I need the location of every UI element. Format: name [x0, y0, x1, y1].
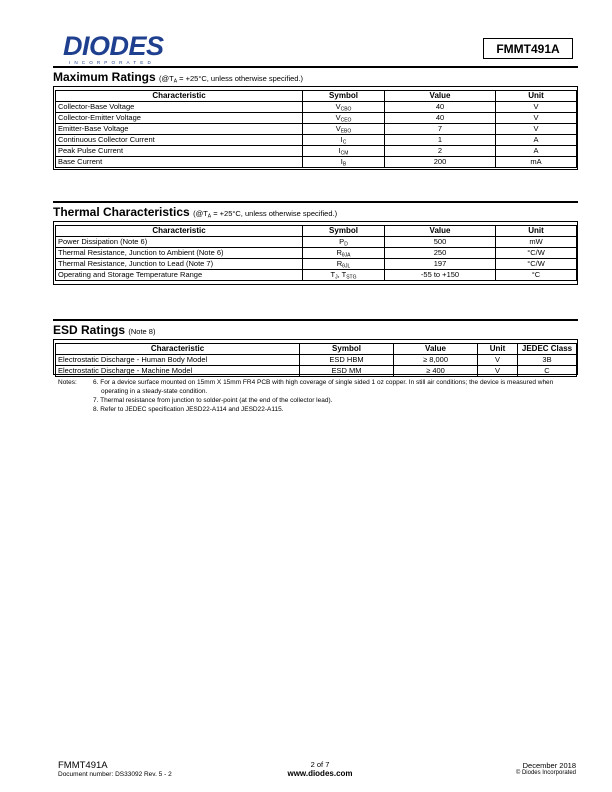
col-header: Unit: [496, 91, 577, 102]
symbol-cell: $T_J$, $T_{STG}$: [303, 270, 385, 281]
characteristic-cell: Base Current: [56, 157, 303, 168]
symbol-cell: $P_D$: [303, 237, 385, 248]
jedec-class-cell: 3B: [518, 355, 577, 366]
symbol-cell: $V_{EBO}$: [303, 124, 385, 135]
table-header-row: [56, 91, 577, 102]
symbol-cell: $V_{CEO}$: [303, 113, 385, 124]
value-cell: 1: [385, 135, 496, 146]
section-rule: [53, 201, 578, 203]
footer-document-number: Document number: DS33092 Rev. 5 - 2: [58, 771, 172, 778]
value-cell: 2: [385, 146, 496, 157]
table-row: [56, 248, 577, 259]
characteristic-cell: Emitter-Base Voltage: [56, 124, 303, 135]
table-header-row: [56, 226, 577, 237]
col-header: Characteristic: [56, 226, 303, 237]
characteristic-cell: Peak Pulse Current: [56, 146, 303, 157]
unit-cell: V: [478, 366, 518, 377]
section-rule: [53, 319, 578, 321]
value-cell: 7: [385, 124, 496, 135]
symbol-cell: ESD MM: [300, 366, 394, 377]
unit-cell: A: [496, 146, 577, 157]
footer-copyright: © Diodes Incorporated: [515, 770, 576, 776]
symbol-cell: $I_{CM}$: [303, 146, 385, 157]
characteristic-cell: Thermal Resistance, Junction to Lead (Note 7): [56, 259, 303, 270]
col-header: JEDEC Class: [518, 344, 577, 355]
unit-cell: V: [496, 113, 577, 124]
unit-cell: A: [496, 135, 577, 146]
max-ratings-title: Maximum Ratings ($@T_A = +25^\circ C$, unless otherwise specified.): [53, 70, 304, 85]
max-ratings-table: [55, 90, 577, 168]
footer-date: December 2018: [522, 761, 576, 770]
unit-cell: V: [496, 124, 577, 135]
thermal-title: Thermal Characteristics ($@T_A = +25^\circ C$, unless otherwise specified.): [53, 205, 338, 220]
col-header: Symbol: [300, 344, 394, 355]
symbol-cell: $V_{CBO}$: [303, 102, 385, 113]
table-row: [56, 135, 577, 146]
logo-wordmark: DIODES: [63, 31, 164, 61]
notes-list: [93, 378, 578, 414]
table-header-row: [56, 344, 577, 355]
value-cell: -55 to +150: [385, 270, 496, 281]
unit-cell: mW: [496, 237, 577, 248]
col-header: Unit: [496, 226, 577, 237]
col-header: Unit: [478, 344, 518, 355]
section-rule: [53, 66, 578, 68]
value-cell: 500: [385, 237, 496, 248]
unit-cell: mA: [496, 157, 577, 168]
unit-cell: °C/W: [496, 259, 577, 270]
characteristic-cell: Electrostatic Discharge - Human Body Model: [56, 355, 300, 366]
col-header: Value: [385, 91, 496, 102]
value-cell: 40: [385, 113, 496, 124]
esd-table: [55, 343, 577, 377]
note-item: 6. For a device surface mounted on 15mm X 15mm FR4 PCB with high coverage of single sided 1 oz copper. In still air conditions; the device is measured when operating in a steady-state condition.: [93, 379, 554, 395]
footer-page-number: 2 of 7: [310, 760, 330, 769]
col-header: Characteristic: [56, 344, 300, 355]
characteristic-cell: Collector-Emitter Voltage: [56, 113, 303, 124]
characteristic-cell: Continuous Collector Current: [56, 135, 303, 146]
table-row: [56, 259, 577, 270]
unit-cell: V: [478, 355, 518, 366]
note-item: 7. Thermal resistance from junction to solder-point (at the end of the collector lead).: [93, 397, 333, 404]
symbol-cell: $R_{\theta JL}$: [303, 259, 385, 270]
table-row: [56, 124, 577, 135]
characteristic-cell: Electrostatic Discharge - Machine Model: [56, 366, 300, 377]
symbol-cell: $I_C$: [303, 135, 385, 146]
value-cell: 250: [385, 248, 496, 259]
col-header: Symbol: [303, 91, 385, 102]
symbol-cell: $R_{\theta JA}$: [303, 248, 385, 259]
col-header: Characteristic: [56, 91, 303, 102]
table-row: [56, 102, 577, 113]
col-header: Symbol: [303, 226, 385, 237]
table-row: [56, 157, 577, 168]
characteristic-cell: Thermal Resistance, Junction to Ambient (Note 6): [56, 248, 303, 259]
part-number-box: FMMT491A: [483, 38, 573, 59]
characteristic-cell: Collector-Base Voltage: [56, 102, 303, 113]
table-row: [56, 355, 577, 366]
unit-cell: V: [496, 102, 577, 113]
symbol-cell: ESD HBM: [300, 355, 394, 366]
symbol-cell: $I_B$: [303, 157, 385, 168]
section-condition: ($@T_A = +25^\circ C$, unless otherwise specified.): [193, 209, 338, 220]
section-condition: (Note 8): [128, 327, 156, 336]
unit-cell: °C/W: [496, 248, 577, 259]
footer-part-number: FMMT491A: [58, 760, 108, 771]
characteristic-cell: Power Dissipation (Note 6): [56, 237, 303, 248]
table-row: [56, 113, 577, 124]
value-cell: 40: [385, 102, 496, 113]
value-cell: 200: [385, 157, 496, 168]
section-condition: ($@T_A = +25^\circ C$, unless otherwise specified.): [159, 74, 304, 85]
value-cell: 197: [385, 259, 496, 270]
table-row: [56, 146, 577, 157]
jedec-class-cell: C: [518, 366, 577, 377]
footer-website-link[interactable]: www.diodes.com: [287, 769, 353, 778]
col-header: Value: [385, 226, 496, 237]
table-row: [56, 270, 577, 281]
logo-subtext: INCORPORATED: [69, 60, 155, 65]
value-cell: ≥ 8,000: [394, 355, 478, 366]
characteristic-cell: Operating and Storage Temperature Range: [56, 270, 303, 281]
table-row: [56, 366, 577, 377]
table-row: [56, 237, 577, 248]
esd-title: ESD Ratings (Note 8): [53, 323, 156, 337]
value-cell: ≥ 400: [394, 366, 478, 377]
unit-cell: °C: [496, 270, 577, 281]
col-header: Value: [394, 344, 478, 355]
thermal-table: [55, 225, 577, 281]
notes-label: Notes:: [58, 379, 77, 386]
diodes-logo: [63, 33, 173, 67]
note-item: 8. Refer to JEDEC specification JESD22-A114 and JESD22-A115.: [93, 406, 284, 413]
